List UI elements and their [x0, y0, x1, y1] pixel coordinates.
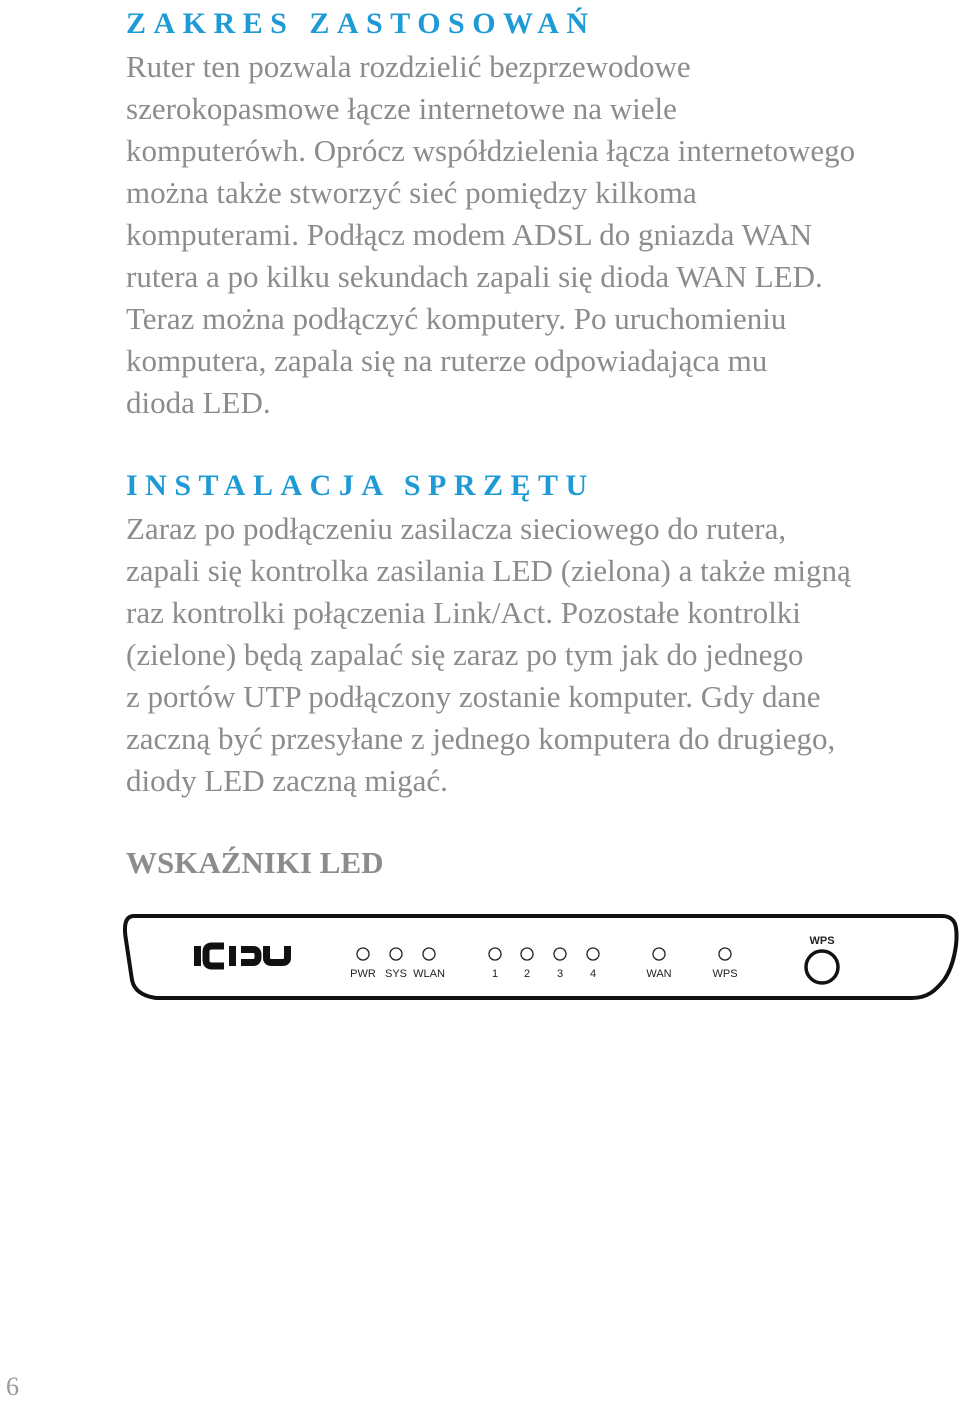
- section-title-zakres: ZAKRES ZASTOSOWAŃ: [126, 7, 596, 40]
- led-label-port4: 4: [589, 968, 597, 980]
- led-label-wan: WAN: [646, 968, 672, 980]
- section-title-wskazniki: WSKAŹNIKI LED: [126, 845, 384, 880]
- text-line: można także stworzyć sieć pomiędzy kilkoma: [126, 175, 697, 210]
- wps-button-icon: [806, 951, 838, 983]
- led-port2-icon: [521, 948, 533, 960]
- led-label-port2: 2: [523, 968, 531, 980]
- led-port3-icon: [554, 948, 566, 960]
- led-wlan-icon: [423, 948, 435, 960]
- led-port4-icon: [587, 948, 599, 960]
- text-line: z portów UTP podłączony zostanie komputer. Gdy dane: [126, 679, 821, 714]
- led-port1-icon: [489, 948, 501, 960]
- wps-button: [806, 935, 838, 983]
- text-line: Teraz można podłączyć komputery. Po uruchomieniu: [126, 301, 787, 336]
- text-line: Zaraz po podłączeniu zasilacza sieciowego do rutera,: [126, 511, 787, 546]
- text-line: diody LED zaczną migać.: [126, 763, 448, 798]
- router-outline: [125, 916, 957, 998]
- text-line: dioda LED.: [126, 385, 271, 420]
- led-label-pwr: PWR: [350, 968, 376, 980]
- led-pwr-icon: [357, 948, 369, 960]
- section-body-instalacja: [126, 508, 956, 802]
- wps-button-label: WPS: [809, 935, 835, 947]
- text-line: komputerami. Podłącz modem ADSL do gniazda WAN: [126, 217, 813, 252]
- router-front-panel: [122, 910, 960, 1020]
- led-label-port1: 1: [491, 968, 499, 980]
- text-line: raz kontrolki połączenia Link/Act. Pozostałe kontrolki: [126, 595, 801, 630]
- page-number: 6: [6, 1372, 19, 1401]
- text-line: rutera a po kilku sekundach zapali się dioda WAN LED.: [126, 259, 823, 294]
- text-line: komputerówh. Oprócz współdzielenia łącza internetowego: [126, 133, 856, 168]
- section-title-instalacja: INSTALACJA SPRZĘTU: [126, 469, 595, 502]
- led-sys-icon: [390, 948, 402, 960]
- text-line: zaczną być przesyłane z jednego komputera do drugiego,: [126, 721, 836, 756]
- led-label-port3: 3: [556, 968, 564, 980]
- text-line: komputera, zapala się na ruterze odpowiadająca mu: [126, 343, 768, 378]
- led-label-sys: SYS: [384, 968, 408, 980]
- led-label-wlan: WLAN: [413, 968, 445, 980]
- led-wps-icon: [719, 948, 731, 960]
- brand-logo: [194, 946, 288, 966]
- text-line: (zielone) będą zapalać się zaraz po tym jak do jednego: [126, 637, 804, 672]
- text-line: Ruter ten pozwala rozdzielić bezprzewodowe: [126, 49, 691, 84]
- text-line: szerokopasmowe łącze internetowe na wiele: [126, 91, 677, 126]
- led-indicators: [350, 948, 737, 980]
- led-label-wps: WPS: [712, 968, 738, 980]
- led-wan-icon: [653, 948, 665, 960]
- text-line: zapali się kontrolka zasilania LED (zielona) a także migną: [126, 553, 851, 588]
- section-body-zakres: [126, 46, 956, 424]
